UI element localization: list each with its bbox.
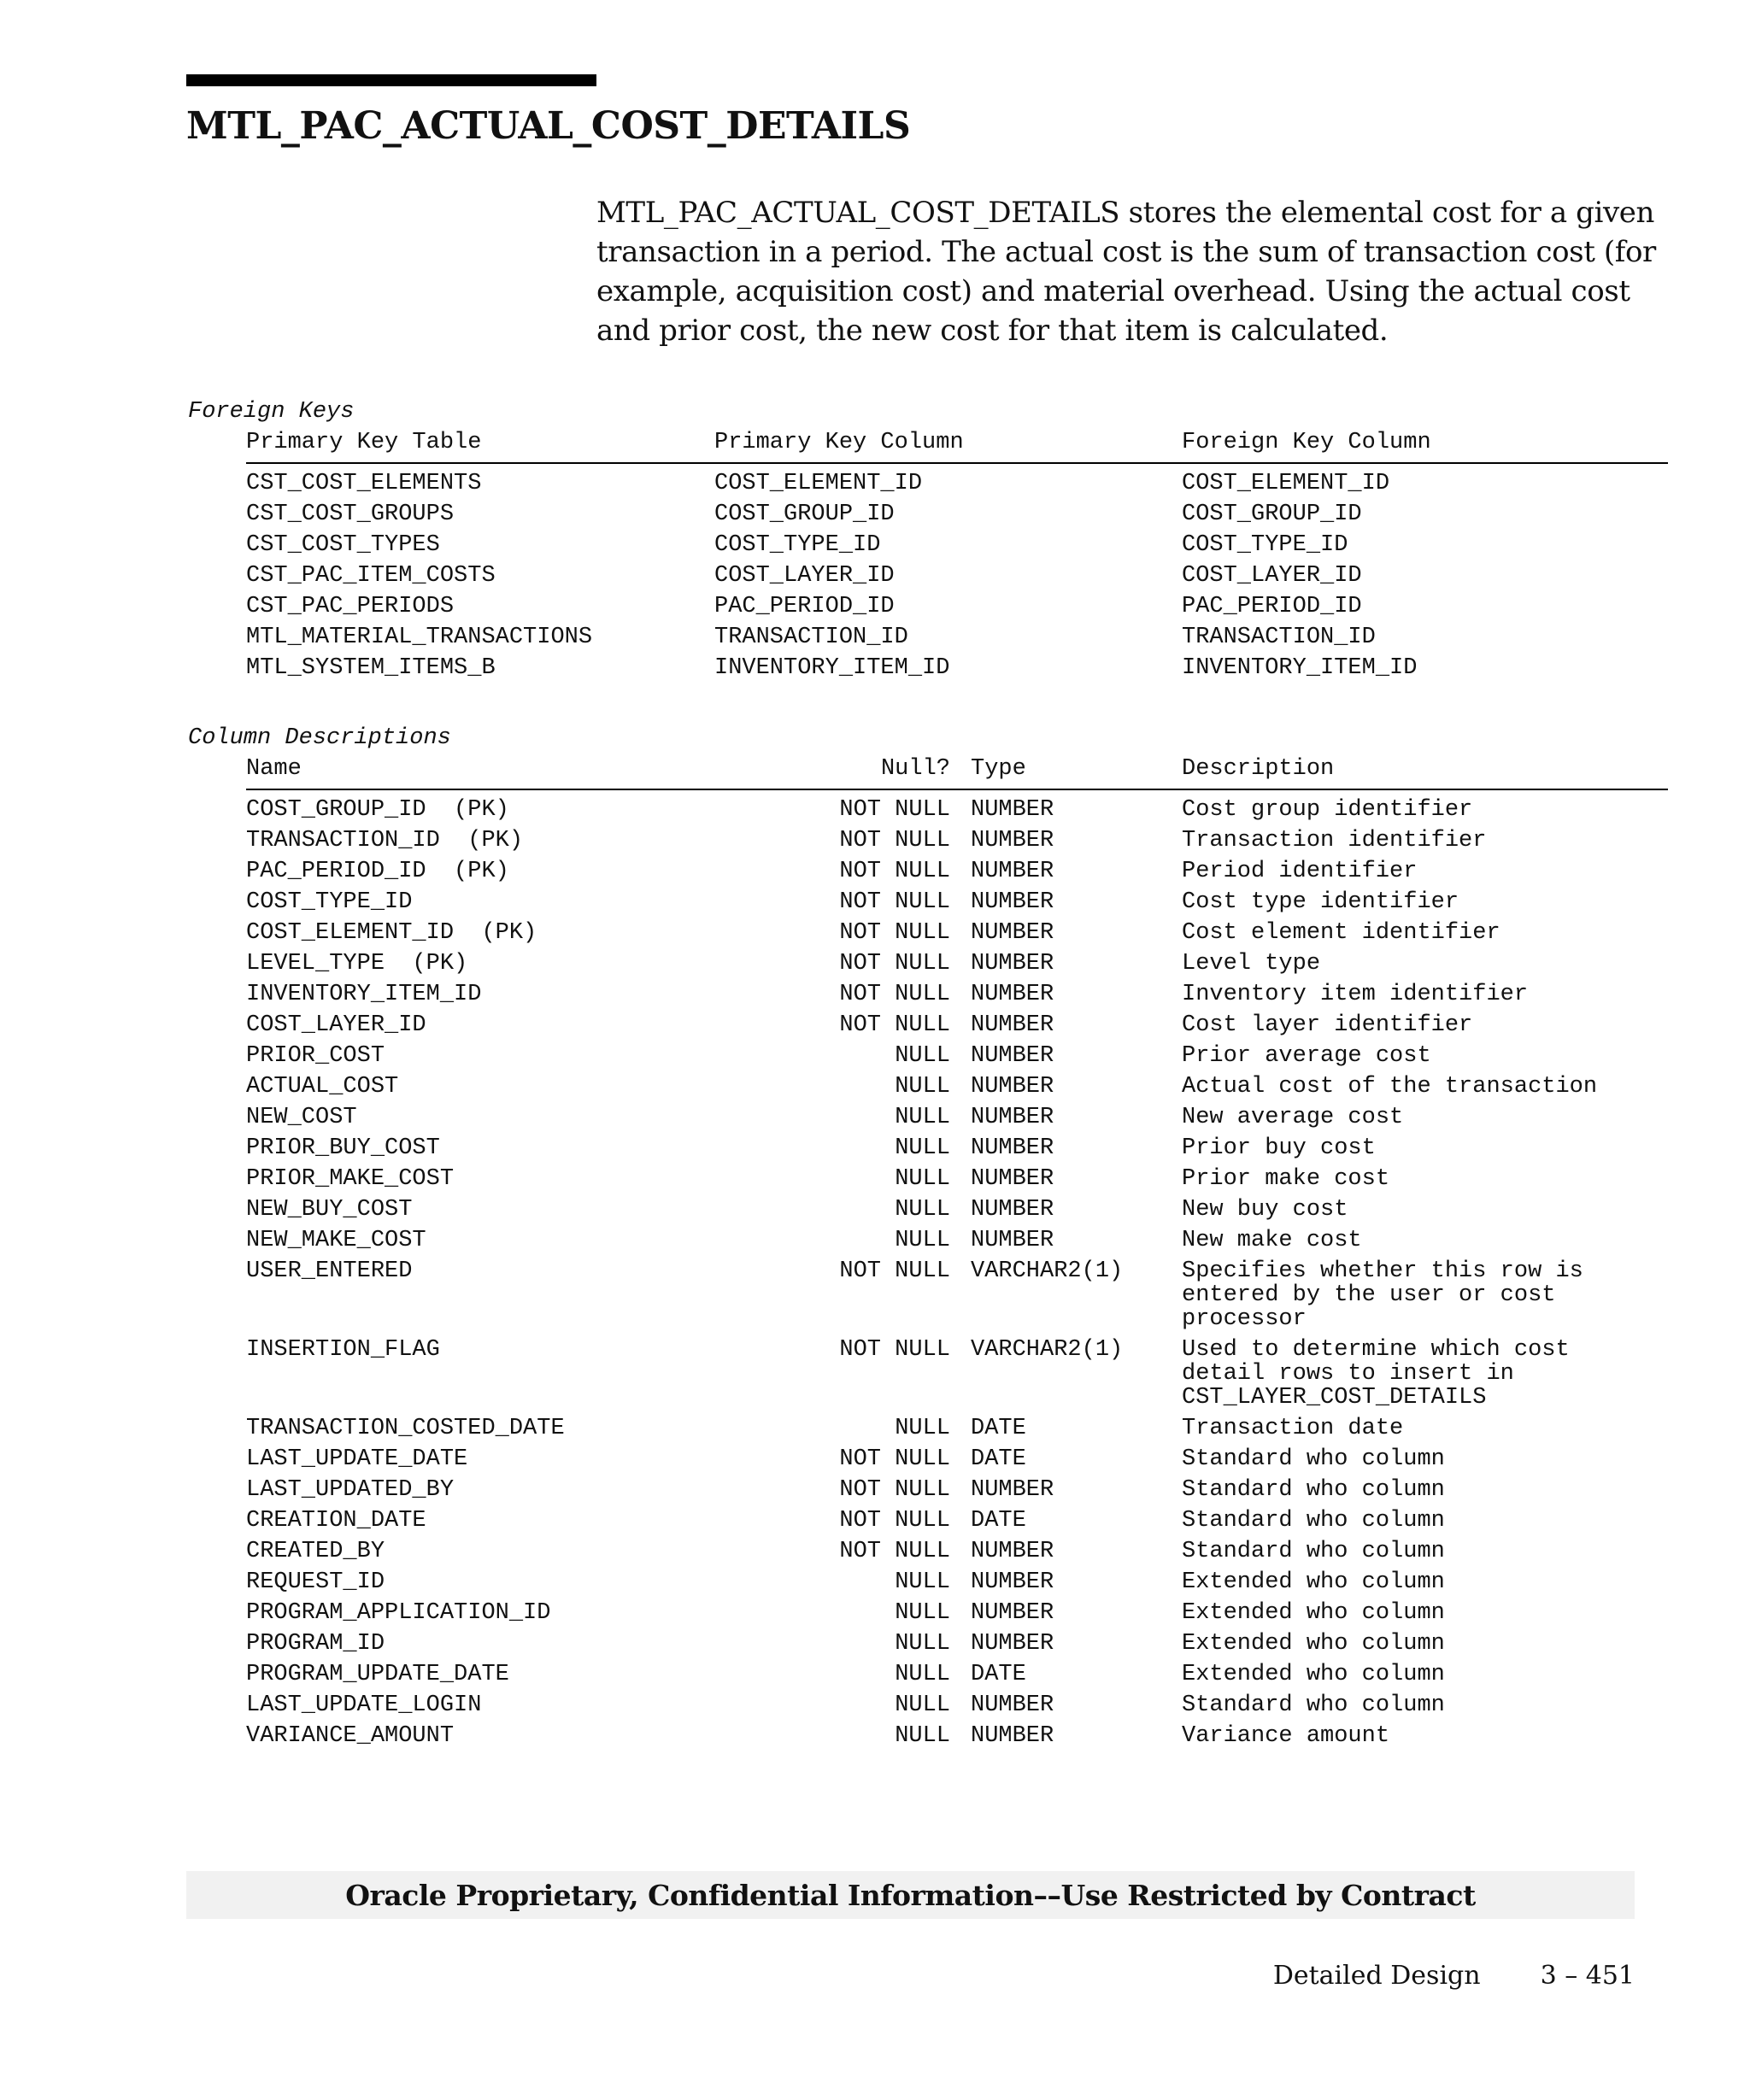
column-name: NEW_MAKE_COST bbox=[246, 1228, 426, 1253]
table-row bbox=[246, 1164, 1668, 1194]
column-null: NULL bbox=[895, 1197, 950, 1223]
column-null: NULL bbox=[895, 1692, 950, 1718]
column-null: NULL bbox=[895, 1135, 950, 1161]
fk-primary-key-table: MTL_MATERIAL_TRANSACTIONS bbox=[246, 625, 593, 650]
column-description: Transaction date bbox=[1182, 1416, 1404, 1441]
table-row bbox=[246, 1010, 1668, 1041]
fk-foreign-key-column: PAC_PERIOD_ID bbox=[1182, 594, 1362, 619]
column-description: Standard who column bbox=[1182, 1692, 1445, 1718]
column-type: NUMBER bbox=[971, 1477, 1054, 1503]
column-name: CREATED_BY bbox=[246, 1539, 385, 1564]
fk-header-foreign-key-column: Foreign Key Column bbox=[1182, 430, 1431, 455]
column-type: NUMBER bbox=[971, 1692, 1054, 1718]
fk-primary-key-table: CST_PAC_PERIODS bbox=[246, 594, 455, 619]
table-row bbox=[246, 1721, 1668, 1751]
column-name: PRIOR_BUY_COST bbox=[246, 1135, 440, 1161]
column-null: NOT NULL bbox=[839, 1258, 950, 1284]
column-null: NULL bbox=[895, 1631, 950, 1657]
table-row bbox=[246, 1071, 1668, 1102]
table-row bbox=[246, 1628, 1668, 1659]
column-descriptions-label: Column Descriptions bbox=[188, 725, 451, 751]
column-null: NULL bbox=[895, 1723, 950, 1749]
fk-primary-key-column: COST_GROUP_ID bbox=[714, 502, 895, 527]
column-description: Prior buy cost bbox=[1182, 1135, 1376, 1161]
column-name: LAST_UPDATED_BY bbox=[246, 1477, 455, 1503]
fk-primary-key-table: CST_COST_GROUPS bbox=[246, 502, 455, 527]
column-type: NUMBER bbox=[971, 951, 1054, 977]
foreign-keys-label: Foreign Keys bbox=[188, 399, 355, 425]
column-null: NOT NULL bbox=[839, 1477, 950, 1503]
column-name: COST_ELEMENT_ID (PK) bbox=[246, 920, 537, 946]
table-row bbox=[246, 622, 1668, 653]
column-name: PAC_PERIOD_ID (PK) bbox=[246, 859, 509, 884]
column-null: NULL bbox=[895, 1105, 950, 1130]
column-type: NUMBER bbox=[971, 1105, 1054, 1130]
fk-foreign-key-column: COST_TYPE_ID bbox=[1182, 532, 1348, 558]
column-type: NUMBER bbox=[971, 920, 1054, 946]
column-description: Used to determine which cost detail rows to insert in CST_LAYER_COST_DETAILS bbox=[1182, 1337, 1570, 1411]
column-description: Cost group identifier bbox=[1182, 797, 1473, 823]
column-null: NOT NULL bbox=[839, 951, 950, 977]
table-row bbox=[246, 795, 1668, 825]
cd-header-type: Type bbox=[971, 756, 1026, 782]
title-rule bbox=[186, 74, 596, 86]
table-row bbox=[246, 1505, 1668, 1536]
column-type: NUMBER bbox=[971, 1600, 1054, 1626]
column-type: NUMBER bbox=[971, 982, 1054, 1007]
table-description: MTL_PAC_ACTUAL_COST_DETAILS stores the elemental cost for a given transaction in a period. The actual cost is the sum of transaction cost (for example, acquisition cost) and material overhead. Using the actual cost and prior cost, the new cost for that item is calculated. bbox=[596, 196, 1656, 348]
table-row bbox=[246, 887, 1668, 918]
table-row bbox=[246, 979, 1668, 1010]
column-name: NEW_BUY_COST bbox=[246, 1197, 413, 1223]
table-row bbox=[246, 530, 1668, 560]
cd-header-null: Null? bbox=[880, 756, 950, 782]
column-description: Cost element identifier bbox=[1182, 920, 1500, 946]
column-name: INVENTORY_ITEM_ID bbox=[246, 982, 482, 1007]
column-type: NUMBER bbox=[971, 1569, 1054, 1595]
table-row bbox=[246, 653, 1668, 683]
column-type: DATE bbox=[971, 1508, 1026, 1534]
fk-foreign-key-column: INVENTORY_ITEM_ID bbox=[1182, 655, 1418, 681]
column-null: NOT NULL bbox=[839, 889, 950, 915]
column-null: NULL bbox=[895, 1166, 950, 1192]
table-row bbox=[246, 1659, 1668, 1690]
fk-header-primary-key-column: Primary Key Column bbox=[714, 430, 964, 455]
column-description: Period identifier bbox=[1182, 859, 1418, 884]
column-null: NULL bbox=[895, 1662, 950, 1687]
column-type: DATE bbox=[971, 1416, 1026, 1441]
column-null: NOT NULL bbox=[839, 859, 950, 884]
column-type: NUMBER bbox=[971, 859, 1054, 884]
cd-header-name: Name bbox=[246, 756, 302, 782]
column-description: Extended who column bbox=[1182, 1600, 1445, 1626]
table-row bbox=[246, 499, 1668, 530]
column-type: NUMBER bbox=[971, 1539, 1054, 1564]
column-description: Extended who column bbox=[1182, 1569, 1445, 1595]
column-name: NEW_COST bbox=[246, 1105, 357, 1130]
column-name: LAST_UPDATE_LOGIN bbox=[246, 1692, 482, 1718]
column-name: PROGRAM_UPDATE_DATE bbox=[246, 1662, 509, 1687]
column-name: TRANSACTION_COSTED_DATE bbox=[246, 1416, 565, 1441]
table-row bbox=[246, 1598, 1668, 1628]
table-row bbox=[246, 468, 1668, 499]
section-name: Detailed Design bbox=[1272, 1961, 1481, 1991]
page-footer bbox=[1273, 1961, 1635, 1991]
column-type: NUMBER bbox=[971, 1074, 1054, 1100]
table-row bbox=[246, 1567, 1668, 1598]
column-null: NOT NULL bbox=[839, 1508, 950, 1534]
column-name: INSERTION_FLAG bbox=[246, 1337, 440, 1363]
column-name: TRANSACTION_ID (PK) bbox=[246, 828, 524, 853]
column-name: PRIOR_COST bbox=[246, 1043, 385, 1069]
fk-primary-key-column: COST_ELEMENT_ID bbox=[714, 471, 923, 496]
fk-primary-key-table: CST_PAC_ITEM_COSTS bbox=[246, 563, 496, 589]
column-description: New buy cost bbox=[1182, 1197, 1348, 1223]
table-row bbox=[246, 825, 1668, 856]
table-row bbox=[246, 1225, 1668, 1256]
column-null: NOT NULL bbox=[839, 1446, 950, 1472]
foreign-keys-header bbox=[246, 430, 1668, 464]
column-null: NOT NULL bbox=[839, 828, 950, 853]
foreign-keys-table bbox=[246, 468, 1668, 683]
table-row bbox=[246, 1102, 1668, 1133]
column-description: Actual cost of the transaction bbox=[1182, 1074, 1598, 1100]
column-null: NULL bbox=[895, 1600, 950, 1626]
column-null: NOT NULL bbox=[839, 920, 950, 946]
column-type: NUMBER bbox=[971, 889, 1054, 915]
fk-primary-key-column: COST_TYPE_ID bbox=[714, 532, 881, 558]
column-type: VARCHAR2(1) bbox=[971, 1337, 1124, 1363]
column-name: LEVEL_TYPE (PK) bbox=[246, 951, 468, 977]
column-name: USER_ENTERED bbox=[246, 1258, 413, 1284]
column-name: PRIOR_MAKE_COST bbox=[246, 1166, 455, 1192]
column-null: NULL bbox=[895, 1569, 950, 1595]
column-descriptions-table bbox=[246, 795, 1668, 1751]
column-type: DATE bbox=[971, 1446, 1026, 1472]
column-description: Extended who column bbox=[1182, 1662, 1445, 1687]
column-description: Cost type identifier bbox=[1182, 889, 1459, 915]
table-row bbox=[246, 1133, 1668, 1164]
column-name: CREATION_DATE bbox=[246, 1508, 426, 1534]
column-name: COST_TYPE_ID bbox=[246, 889, 413, 915]
column-null: NOT NULL bbox=[839, 1012, 950, 1038]
table-row bbox=[246, 1041, 1668, 1071]
column-description: Prior make cost bbox=[1182, 1166, 1390, 1192]
page-number: 3 – 451 bbox=[1540, 1961, 1635, 1991]
fk-primary-key-table: CST_COST_TYPES bbox=[246, 532, 440, 558]
column-description: Standard who column bbox=[1182, 1508, 1445, 1534]
table-row bbox=[246, 560, 1668, 591]
table-row bbox=[246, 1334, 1668, 1413]
column-description: Specifies whether this row is entered by the user or cost processor bbox=[1182, 1258, 1583, 1332]
column-name: PROGRAM_ID bbox=[246, 1631, 385, 1657]
table-row bbox=[246, 918, 1668, 948]
table-row bbox=[246, 591, 1668, 622]
column-null: NOT NULL bbox=[839, 797, 950, 823]
column-description: Transaction identifier bbox=[1182, 828, 1487, 853]
fk-foreign-key-column: COST_LAYER_ID bbox=[1182, 563, 1362, 589]
table-row bbox=[246, 948, 1668, 979]
column-type: DATE bbox=[971, 1662, 1026, 1687]
fk-primary-key-column: COST_LAYER_ID bbox=[714, 563, 895, 589]
column-description: Prior average cost bbox=[1182, 1043, 1431, 1069]
fk-primary-key-column: INVENTORY_ITEM_ID bbox=[714, 655, 950, 681]
fk-foreign-key-column: TRANSACTION_ID bbox=[1182, 625, 1376, 650]
fk-foreign-key-column: COST_ELEMENT_ID bbox=[1182, 471, 1390, 496]
column-type: NUMBER bbox=[971, 1043, 1054, 1069]
column-type: NUMBER bbox=[971, 1228, 1054, 1253]
fk-foreign-key-column: COST_GROUP_ID bbox=[1182, 502, 1362, 527]
column-description: Standard who column bbox=[1182, 1446, 1445, 1472]
column-null: NOT NULL bbox=[839, 982, 950, 1007]
column-type: NUMBER bbox=[971, 1135, 1054, 1161]
table-row bbox=[246, 1536, 1668, 1567]
column-name: VARIANCE_AMOUNT bbox=[246, 1723, 455, 1749]
fk-header-primary-key-table: Primary Key Table bbox=[246, 430, 482, 455]
column-name: ACTUAL_COST bbox=[246, 1074, 399, 1100]
column-type: NUMBER bbox=[971, 1631, 1054, 1657]
column-name: PROGRAM_APPLICATION_ID bbox=[246, 1600, 551, 1626]
column-name: COST_GROUP_ID (PK) bbox=[246, 797, 509, 823]
column-type: NUMBER bbox=[971, 1012, 1054, 1038]
column-type: VARCHAR2(1) bbox=[971, 1258, 1124, 1284]
fk-primary-key-column: TRANSACTION_ID bbox=[714, 625, 908, 650]
table-row bbox=[246, 1690, 1668, 1721]
column-type: NUMBER bbox=[971, 1166, 1054, 1192]
column-name: LAST_UPDATE_DATE bbox=[246, 1446, 468, 1472]
table-row bbox=[246, 856, 1668, 887]
column-description: Cost layer identifier bbox=[1182, 1012, 1473, 1038]
table-row bbox=[246, 1413, 1668, 1444]
confidential-banner bbox=[186, 1871, 1635, 1919]
fk-primary-key-column: PAC_PERIOD_ID bbox=[714, 594, 895, 619]
table-row bbox=[246, 1256, 1668, 1334]
column-null: NULL bbox=[895, 1074, 950, 1100]
cd-header-description: Description bbox=[1182, 756, 1335, 782]
column-type: NUMBER bbox=[971, 797, 1054, 823]
column-type: NUMBER bbox=[971, 1197, 1054, 1223]
fk-primary-key-table: CST_COST_ELEMENTS bbox=[246, 471, 482, 496]
column-description: New make cost bbox=[1182, 1228, 1362, 1253]
column-type: NUMBER bbox=[971, 828, 1054, 853]
column-null: NOT NULL bbox=[839, 1337, 950, 1363]
column-null: NULL bbox=[895, 1416, 950, 1441]
column-null: NULL bbox=[895, 1228, 950, 1253]
column-description: New average cost bbox=[1182, 1105, 1404, 1130]
confidential-text: Oracle Proprietary, Confidential Information––Use Restricted by Contract bbox=[345, 1878, 1476, 1912]
column-description: Inventory item identifier bbox=[1182, 982, 1529, 1007]
column-type: NUMBER bbox=[971, 1723, 1054, 1749]
column-description: Standard who column bbox=[1182, 1477, 1445, 1503]
column-description: Variance amount bbox=[1182, 1723, 1390, 1749]
page-title: MTL_PAC_ACTUAL_COST_DETAILS bbox=[186, 104, 911, 148]
column-description: Level type bbox=[1182, 951, 1321, 977]
table-row bbox=[246, 1194, 1668, 1225]
column-description: Extended who column bbox=[1182, 1631, 1445, 1657]
column-name: REQUEST_ID bbox=[246, 1569, 385, 1595]
column-name: COST_LAYER_ID bbox=[246, 1012, 426, 1038]
fk-primary-key-table: MTL_SYSTEM_ITEMS_B bbox=[246, 655, 496, 681]
column-null: NULL bbox=[895, 1043, 950, 1069]
table-row bbox=[246, 1444, 1668, 1475]
column-null: NOT NULL bbox=[839, 1539, 950, 1564]
column-descriptions-header bbox=[246, 756, 1668, 790]
column-description: Standard who column bbox=[1182, 1539, 1445, 1564]
table-row bbox=[246, 1475, 1668, 1505]
